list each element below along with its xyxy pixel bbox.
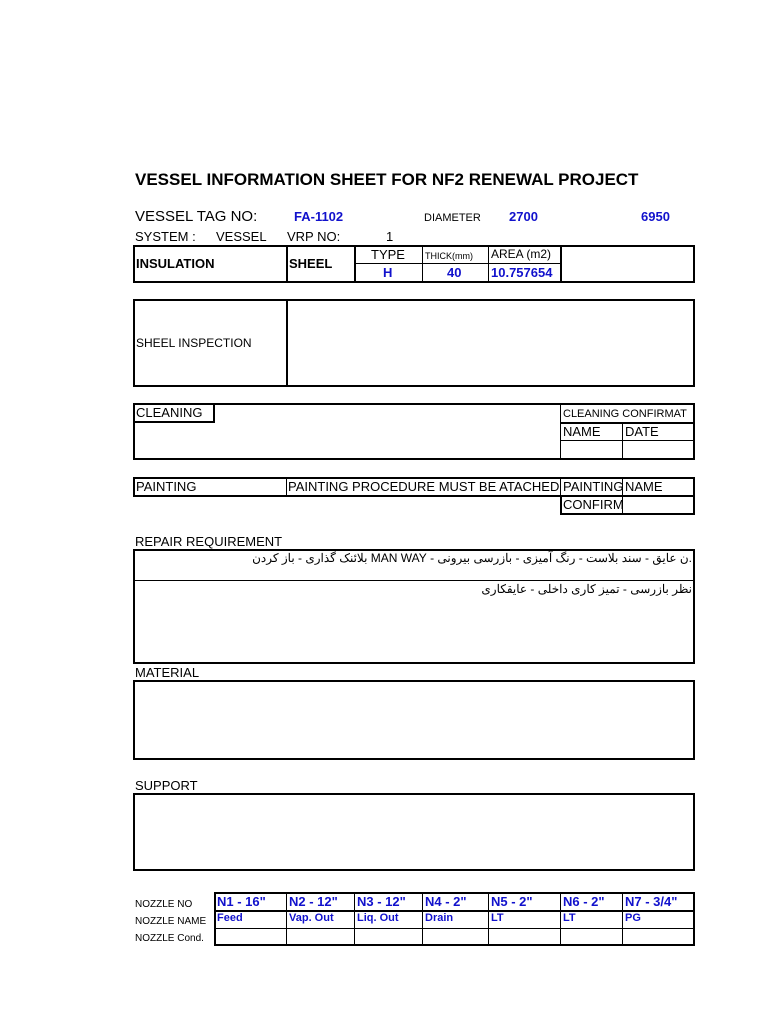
divider (355, 263, 561, 264)
insulation-table (133, 245, 695, 283)
cleaning-confirm-label: CLEANING CONFIRMAT (563, 408, 687, 420)
vrp-value: 1 (386, 229, 394, 244)
diameter-value: 2700 (509, 209, 538, 224)
material-box (133, 680, 695, 760)
thick-value: 40 (447, 265, 462, 280)
divider (561, 440, 695, 441)
divider (560, 403, 561, 460)
divider (488, 245, 489, 283)
divider (488, 892, 489, 946)
length-value: 6950 (641, 209, 670, 224)
divider (622, 892, 623, 946)
divider (286, 245, 288, 283)
area-value: 10.757654 (491, 265, 553, 280)
nozzle-name: LT (563, 912, 576, 924)
divider (286, 477, 287, 497)
nozzle-no: N7 - 3/4" (625, 894, 678, 909)
page-title: VESSEL INFORMATION SHEET FOR NF2 RENEWAL PROJECT (135, 170, 639, 189)
nozzle-no-label: NOZZLE NO (135, 899, 193, 910)
nozzle-name: PG (625, 912, 641, 924)
nozzle-cond-label: NOZZLE Cond. (135, 933, 204, 944)
nozzle-no: N3 - 12" (357, 894, 406, 909)
repair-line-1: .ن عايق - سند بلاست - رنگ آميزی - بازرسی بيرونی - MAN WAY بلائنک گذاری - باز کردن (252, 551, 692, 565)
painting-confirm-label: CONFIRM (563, 497, 624, 512)
type-value: H (383, 265, 393, 280)
nozzle-name: LT (491, 912, 504, 924)
nozzle-name: Liq. Out (357, 912, 399, 924)
divider (622, 422, 623, 460)
cleaning-name-label: NAME (563, 424, 601, 439)
support-label: SUPPORT (135, 778, 198, 793)
repair-line-2: نظر بازرسی - تميز كاری داخلی - عايقكاری (481, 582, 692, 596)
repair-label: REPAIR REQUIREMENT (135, 534, 283, 549)
material-label: MATERIAL (135, 665, 200, 680)
insulation-part: SHEEL (289, 256, 333, 271)
vessel-tag-label: VESSEL TAG NO: (135, 208, 258, 225)
painting-painting-label: PAINTING (563, 479, 624, 494)
nozzle-name-label: NOZZLE NAME (135, 916, 207, 927)
painting-name-label: NAME (625, 479, 663, 494)
type-header: TYPE (371, 247, 405, 262)
divider (354, 892, 355, 946)
area-header: AREA (m2) (491, 247, 552, 261)
nozzle-name: Drain (425, 912, 454, 924)
nozzle-name: Vap. Out (289, 912, 334, 924)
painting-label: PAINTING (136, 479, 197, 494)
divider (286, 299, 288, 387)
divider (560, 892, 561, 946)
divider (133, 580, 695, 581)
vessel-tag-value: FA-1102 (294, 209, 344, 224)
nozzle-no: N4 - 2" (425, 894, 467, 909)
support-box (133, 793, 695, 871)
system-value: VESSEL (216, 229, 267, 244)
divider (354, 245, 356, 283)
nozzle-no: N5 - 2" (491, 894, 533, 909)
divider (560, 245, 562, 283)
nozzle-no: N6 - 2" (563, 894, 605, 909)
cleaning-label: CLEANING (136, 405, 203, 420)
diameter-label: DIAMETER (424, 212, 481, 224)
nozzle-name: Feed (217, 912, 243, 924)
painting-procedure: PAINTING PROCEDURE MUST BE ATACHED (288, 479, 560, 494)
divider (422, 245, 423, 283)
shell-inspection-label: SHEEL INSPECTION (136, 336, 252, 350)
thick-header: THICK(mm) (425, 251, 473, 261)
repair-box (133, 549, 695, 664)
nozzle-no: N2 - 12" (289, 894, 338, 909)
cleaning-date-label: DATE (625, 424, 659, 439)
system-label: SYSTEM : (135, 229, 196, 244)
vrp-label: VRP NO: (287, 229, 341, 244)
divider (286, 892, 287, 946)
nozzle-no: N1 - 16" (217, 894, 266, 909)
divider (422, 892, 423, 946)
insulation-label: INSULATION (136, 256, 215, 271)
